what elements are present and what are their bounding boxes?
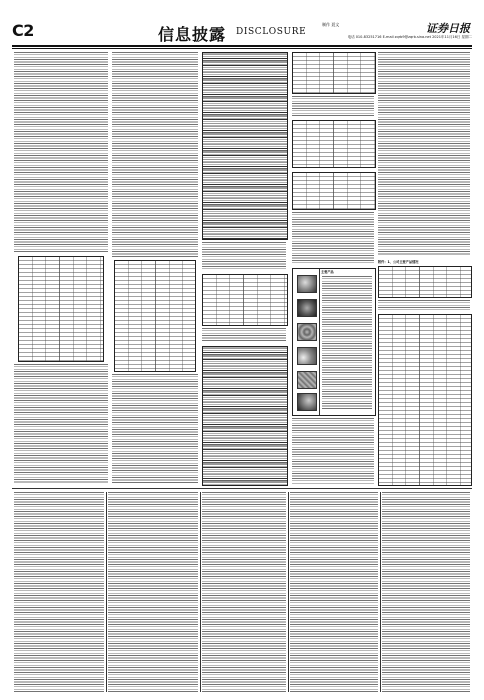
article-column-5b bbox=[378, 300, 470, 310]
article-column-3b bbox=[202, 328, 286, 342]
newspaper-logo: 证券日报 bbox=[426, 22, 470, 35]
column-rule bbox=[380, 492, 381, 692]
financial-table-2 bbox=[202, 274, 288, 326]
article-column-2b bbox=[112, 374, 198, 484]
masthead bbox=[12, 20, 472, 46]
financial-table-5 bbox=[292, 120, 376, 168]
contact-date-line: 电话 010-83251716 E-mail zqrb9@zqrb.sina.net 2021年11月16日 星期二 bbox=[347, 35, 472, 39]
article-column-3a bbox=[202, 242, 286, 270]
masthead-info bbox=[322, 20, 472, 44]
editor-credit: 制作 聂文 bbox=[322, 22, 340, 27]
article-column-1b bbox=[14, 364, 108, 484]
lower-column-2 bbox=[108, 492, 198, 692]
product-table-caption: 主要产品 bbox=[321, 270, 373, 274]
article-column-4a bbox=[292, 96, 374, 116]
lower-column-3 bbox=[202, 492, 286, 692]
lower-column-5 bbox=[382, 492, 470, 692]
masthead-rule-thin bbox=[12, 48, 472, 49]
table-title: 附件：1、公司主要产品情况 bbox=[378, 260, 470, 264]
financial-table-7 bbox=[378, 266, 472, 298]
financial-table-8 bbox=[378, 314, 472, 486]
financial-table-6 bbox=[292, 172, 376, 210]
product-description bbox=[322, 276, 372, 410]
product-photo-3 bbox=[297, 323, 317, 341]
column-rule bbox=[288, 492, 289, 692]
product-photo-2 bbox=[297, 299, 317, 317]
lower-column-1 bbox=[14, 492, 104, 692]
article-column-4c bbox=[292, 418, 374, 484]
lower-column-4 bbox=[290, 492, 378, 692]
article-column-5a bbox=[378, 52, 470, 256]
financial-table-1 bbox=[202, 52, 288, 240]
section-divider bbox=[12, 488, 472, 489]
product-photo-4 bbox=[297, 347, 317, 365]
article-column-2a bbox=[112, 52, 198, 258]
product-table bbox=[292, 268, 376, 416]
product-photo-5 bbox=[297, 371, 317, 389]
section-title-english: DISCLOSURE bbox=[236, 27, 307, 37]
product-photo-6 bbox=[297, 393, 317, 411]
product-photo-1 bbox=[297, 275, 317, 293]
financial-table-3 bbox=[202, 346, 288, 486]
section-title: 信息披露 bbox=[158, 25, 227, 44]
column-rule bbox=[106, 492, 107, 692]
masthead-rule bbox=[12, 45, 472, 47]
column-rule bbox=[200, 492, 201, 692]
financial-table-4 bbox=[292, 52, 376, 94]
data-table-col2 bbox=[114, 260, 196, 372]
page-number: C2 bbox=[12, 21, 34, 40]
article-column-1a bbox=[14, 52, 108, 252]
table-divider bbox=[319, 269, 320, 415]
article-column-4b bbox=[292, 212, 374, 264]
data-table-col1 bbox=[18, 256, 104, 362]
